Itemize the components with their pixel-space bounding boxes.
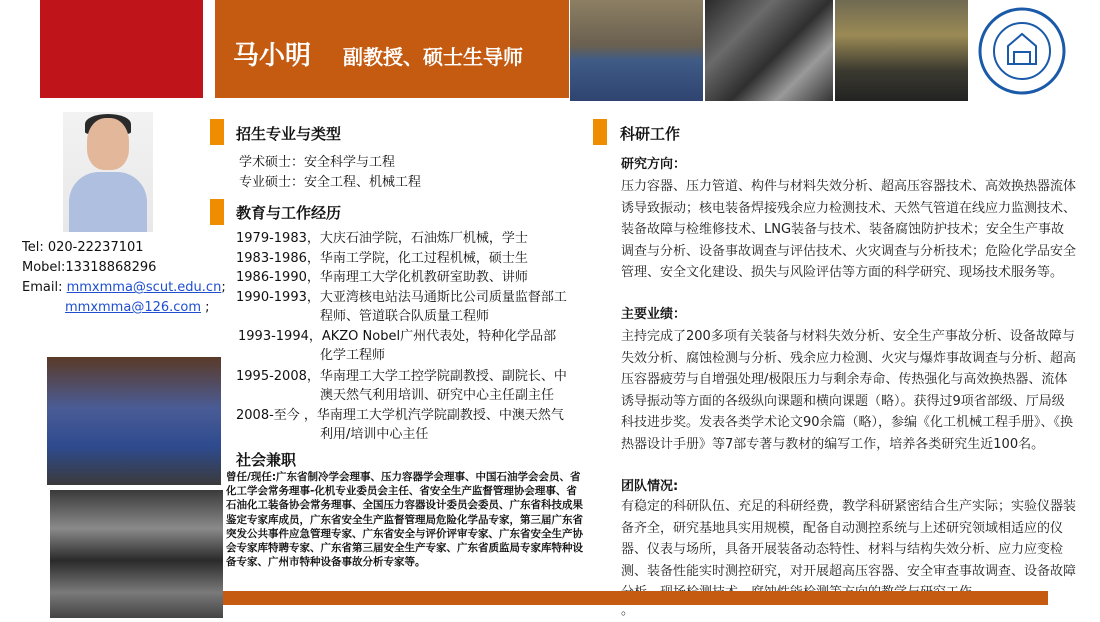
section-marker <box>593 119 607 145</box>
social-title: 社会兼职 <box>236 451 297 469</box>
admission-line-2: 专业硕士：安全工程、机械工程 <box>239 175 422 190</box>
admission-line-1: 学术硕士：安全科学与工程 <box>239 155 396 170</box>
research-title: 科研工作 <box>620 125 681 143</box>
contact-email-row-2 <box>65 300 210 315</box>
achievements-text: 主持完成了200多项有关装备与材料失效分析、安全生产事故分析、设备故障与失效分析、腐蚀检测与分析、残余应力检测、火灾与爆炸事故调查与分析、超高压容器疲劳与自增强处理/极限压力与剩余寿命、传热强化与高效换热器、流体诱导振动等方面的各级纵向课题和横向课题（略）。获得过9项省部级、厅局级科技进步奖。发表各类学术论文90余篇（略），参编《化工机械工程手册》、《换热器设计手册》等7部专著与教材的编写工作，培养各类研究生近100名。 <box>621 329 1077 452</box>
bottom-bar <box>223 591 1048 605</box>
education-row: 1995-2008，华南理工大学工控学院副教授、副院长、中 <box>236 369 567 384</box>
professor-role: 副教授、硕士生导师 <box>343 45 523 69</box>
section-marker <box>210 119 224 145</box>
admission-title: 招生专业与类型 <box>236 125 342 143</box>
education-row: 1993-1994，AKZO Nobel广州代表处，特种化学品部 <box>238 329 557 344</box>
contact-email-row <box>22 280 226 295</box>
education-row: 1979-1983，大庆石油学院，石油炼厂机械，学士 <box>236 231 528 246</box>
direction-title: 研究方向： <box>621 157 687 172</box>
education-row-cont: 澳天然气利用培训、研究中心主任副主任 <box>320 388 555 403</box>
education-row: 1986-1990，华南理工大学化机教研室助教、讲师 <box>236 270 528 285</box>
email-link-2[interactable]: mmxmma@126.com <box>65 300 202 315</box>
education-row-cont: 利用/培训中心主任 <box>320 427 429 442</box>
email-label: Email: <box>22 280 67 295</box>
social-text: 曾任/现任:广东省制冷学会理事、压力容器学会理事、中国石油学会会员、省化工学会常务理事-化机专业委员会主任、省安全生产监督管理协会理事、省石油化工装备协会常务理事、全国压力容器设计委员会委员、广东省科技成果鉴定专家库成员，广东省安全生产监督管理局危险化学品专家，第三届广东省突发公共事件应急管理专家、广东省安全与评价评审专家、广东省安全生产协会专家库特聘专家、广东省第三届安全生产专家、广东省质监局专家库特种设备专家、广州市特种设备事故分析专家等。 <box>226 471 583 569</box>
team-text: 有稳定的科研队伍、充足的科研经费，教学科研紧密结合生产实际；实验仪器装备齐全，研究基地具实用规模，配备自动测控系统与上述研究领域相适应的仪器、仪表与场所，具备开展装备动态特性、材料与结构失效分析、应力应变检测、装备性能实时测控研究，对开展超高压容器、安全审查事故调查、设备故障 <box>621 499 1077 579</box>
education-row: 2008-至今 ，华南理工大学机汽学院副教授、中澳天然气 <box>236 408 564 423</box>
pipes-photo <box>705 0 833 101</box>
team-text-end: 。 <box>621 603 635 618</box>
email-link-1[interactable]: mmxmma@scut.edu.cn <box>66 280 222 295</box>
lab-team-photo <box>570 0 703 101</box>
section-marker <box>210 199 224 225</box>
education-row-cont: 化学工程师 <box>320 348 386 363</box>
contact-tel: Tel: 020-22237101 <box>22 240 144 255</box>
education-row: 1983-1986，华南工学院，化工过程机械，硕士生 <box>236 251 528 266</box>
education-row: 1990-1993，大亚湾核电站法马通斯比公司质量监督部工 <box>236 290 567 305</box>
achievements-title: 主要业绩： <box>621 307 687 322</box>
email-separator: ; <box>221 280 226 295</box>
team-title: 团队情况: <box>621 479 679 494</box>
portrait-photo <box>63 112 153 232</box>
contact-mobile: Mobel:13318868296 <box>22 260 157 275</box>
equipment-photo <box>835 0 968 101</box>
university-logo <box>972 6 1072 96</box>
direction-text: 压力容器、压力管道、构件与材料失效分析、超高压容器技术、高效换热器流体诱导致振动；核电装备焊接残余应力检测技术、天然气管道在线应力监测技术、装备故障与检维修技术、LNG装备与技术、装备腐蚀防护技术；安全生产事故调查与分析、设备事故调查与评估技术、火灾调查与分析技术；危险化学品安全管理、安全文化建设、损失与风险评估等方面的科学研究、现场技术服务等。 <box>621 179 1077 280</box>
professor-name: 马小明 <box>233 41 312 71</box>
education-row-cont: 程师、管道联合队质量工程师 <box>320 309 490 324</box>
education-title: 教育与工作经历 <box>236 204 342 222</box>
pipe-weld-photo <box>50 490 223 618</box>
team-photo <box>47 357 221 485</box>
header-red-block <box>40 0 203 98</box>
email-end: ; <box>201 300 210 315</box>
